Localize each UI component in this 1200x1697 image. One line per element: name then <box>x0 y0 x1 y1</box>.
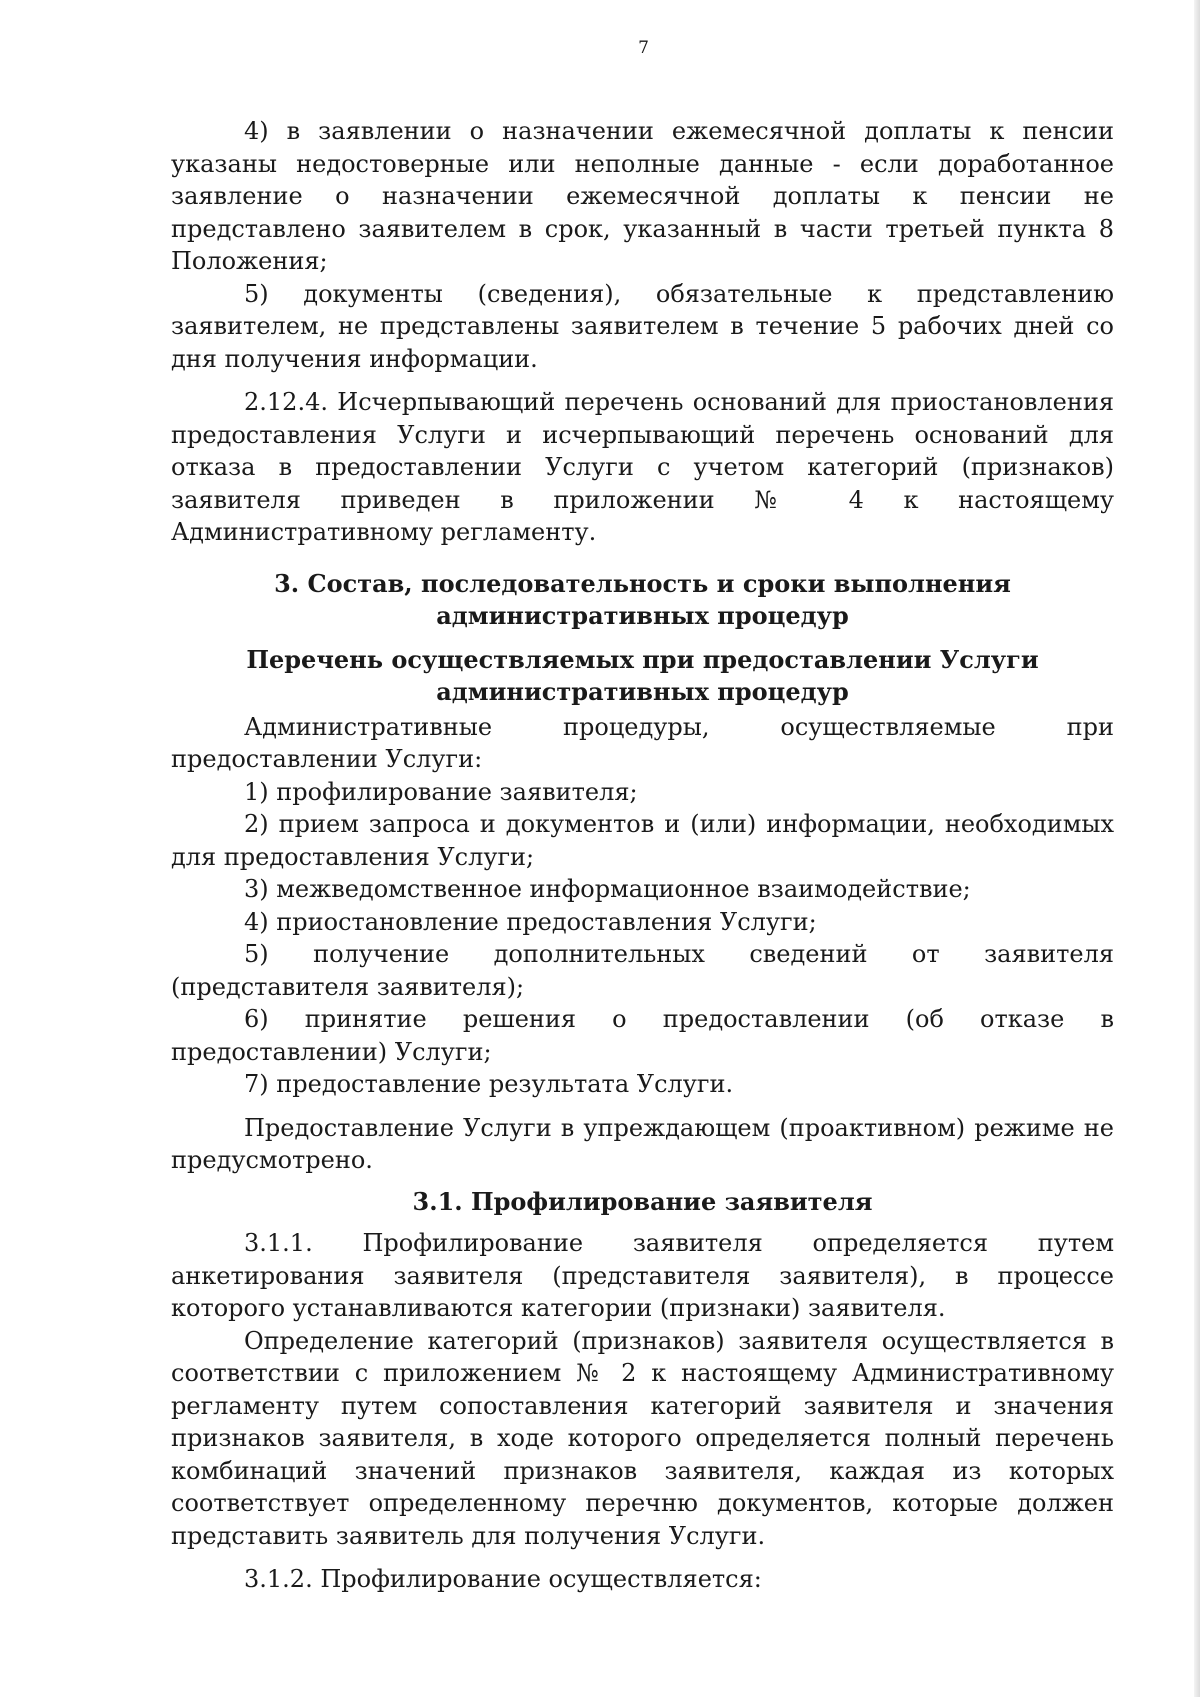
clause-2-12-4: 2.12.4. Исчерпывающий перечень оснований для приостановления предоставления Услуги и исчерпывающий перечень оснований для отказа в предоставлении Услуги с учетом категорий (признаков) заявителя приведен в приложении № 4 к настоящему Административному регламенту. <box>171 388 1114 546</box>
procedure-item-5: 5) получение дополнительных сведений от заявителя (представителя заявителя); <box>171 940 1114 1001</box>
procedure-item-4: 4) приостановление предоставления Услуги; <box>244 907 817 936</box>
page-edge-shadow <box>1194 0 1200 1697</box>
section-3-subtitle: Перечень осуществляемых при предоставлении Услуги административных процедур <box>246 644 1039 706</box>
proactive-note: Предоставление Услуги в упреждающем (проактивном) режиме не предусмотрено. <box>171 1113 1114 1174</box>
categories-paragraph: Определение категорий (признаков) заявителя осуществляется в соответствии с приложением № 2 к настоящему Административному регламенту путем сопоставления категорий заявителя и значения признаков заявителя, в ходе которого определяется полный перечень комбинаций значений признаков заявителя, каждая из которых соответствует определенному перечню документов, которые должен представить заявитель для получения Услуги. <box>171 1326 1114 1550</box>
section-3-1-title: 3.1. Профилирование заявителя <box>412 1186 873 1216</box>
procedure-item-7: 7) предоставление результата Услуги. <box>244 1070 734 1098</box>
procedures-intro: Административные процедуры, осуществляемые при предоставлении Услуги: <box>171 712 1114 773</box>
list-item-5: 5) документы (сведения), обязательные к представлению заявителем, не представлены заявителем в течение 5 рабочих дней со дня получения информации. <box>171 279 1114 373</box>
section-3-title: 3. Состав, последовательность и сроки выполнения административных процедур <box>274 568 1011 630</box>
document-body <box>171 115 1114 1596</box>
procedure-item-2: 2) прием запроса и документов и (или) информации, необходимых для предоставления Услуги; <box>171 810 1114 871</box>
procedure-item-6: 6) принятие решения о предоставлении (об отказе в предоставлении) Услуги; <box>171 1005 1114 1066</box>
clause-3-1-1: 3.1.1. Профилирование заявителя определяется путем анкетирования заявителя (представителя заявителя), в процессе которого устанавливаются категории (признаки) заявителя. <box>171 1229 1114 1322</box>
procedure-item-1: 1) профилирование заявителя; <box>244 777 638 806</box>
page-number: 7 <box>638 38 649 58</box>
clause-3-1-2: 3.1.2. Профилирование осуществляется: <box>244 1565 762 1593</box>
procedure-item-3: 3) межведомственное информационное взаимодействие; <box>244 875 971 903</box>
list-item-4: 4) в заявлении о назначении ежемесячной доплаты к пенсии указаны недостоверные или неполные данные - если доработанное заявление о назначении ежемесячной доплаты к пенсии не представлено заявителем в срок, указанный в части третьей пункта 8 Положения; <box>171 117 1114 275</box>
